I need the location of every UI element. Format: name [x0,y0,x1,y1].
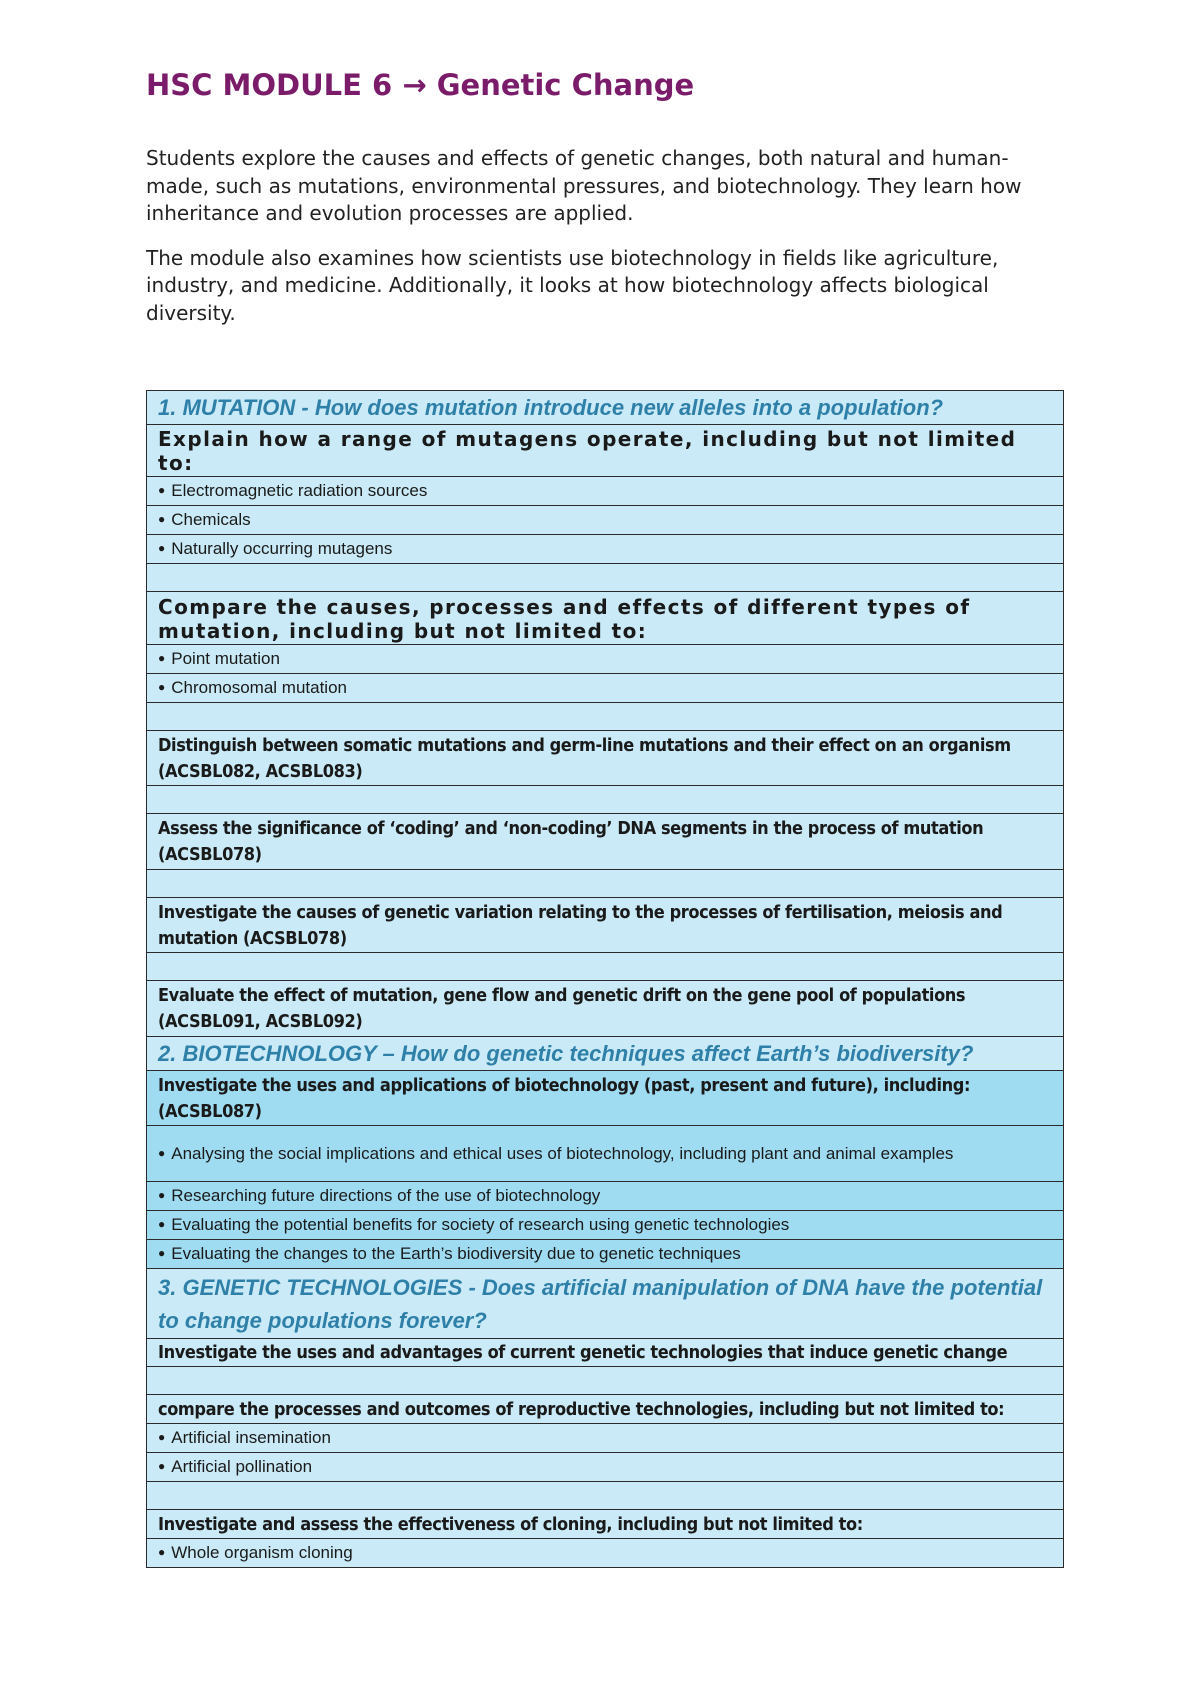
table-row [147,814,1064,870]
bullet-icon: ● [158,541,166,555]
table-row [147,425,1064,477]
section-heading-mutation: 1. MUTATION - How does mutation introduce new alleles into a population? [158,395,944,420]
table-row [147,1126,1064,1182]
section-heading-biotechnology: 2. BIOTECHNOLOGY – How do genetic techniques affect Earth’s biodiversity? [158,1041,974,1066]
list-item: ● Researching future directions of the use of biotechnology [158,1186,601,1205]
intro-paragraph: Students explore the causes and effects of genetic changes, both natural and human-made, such as mutations, environmental pressures, and biotechnology. They learn how inheritance and evolution processes are applied. [146,146,1022,225]
table-row [147,1539,1064,1568]
table-row [147,1269,1064,1339]
table-row [147,1037,1064,1071]
list-item: ● Chemicals [158,510,251,529]
table-row [147,981,1064,1037]
syllabus-table [146,390,1064,1568]
outcome-header: Investigate the uses and applications of biotechnology (past, present and future), including: (ACSBL087) [158,1074,971,1122]
table-row [147,645,1064,674]
outcome-point: Assess the significance of ‘coding’ and ‘non-coding’ DNA segments in the process of mutation (ACSBL078) [158,818,984,865]
table-row [147,1240,1064,1269]
bullet-icon: ● [158,680,166,694]
table-row [147,391,1064,425]
empty-row [147,703,1064,731]
list-item: ● Evaluating the changes to the Earth’s biodiversity due to genetic techniques [158,1244,741,1263]
list-item: ● Point mutation [158,649,280,668]
outcome-point: Investigate the uses and advantages of current genetic technologies that induce genetic change [158,1342,1008,1363]
bullet-icon: ● [158,1145,166,1160]
table-row [147,1510,1064,1539]
list-item: ● Analysing the social implications and ethical uses of biotechnology, including plant and animal examples [158,1143,954,1163]
outcome-header: Explain how a range of mutagens operate, including but not limited to: [158,427,1017,475]
list-item: ● Evaluating the potential benefits for society of research using genetic technologies [158,1215,790,1234]
empty-row [147,953,1064,981]
table-row [147,1071,1064,1126]
table-row [147,1211,1064,1240]
bullet-icon: ● [158,512,166,526]
empty-row [147,786,1064,814]
outcome-point: Evaluate the effect of mutation, gene flow and genetic drift on the gene pool of populations (ACSBL091, ACSBL092) [158,985,966,1032]
bullet-icon: ● [158,483,166,497]
intro-paragraph: The module also examines how scientists use biotechnology in fields like agriculture, industry, and medicine. Additionally, it looks at how biotechnology affects biological diversity. [146,245,999,325]
table-row [147,477,1064,506]
intro-text [146,145,1063,344]
outcome-header: Investigate and assess the effectiveness of cloning, including but not limited to: [158,1513,863,1535]
table-row [147,535,1064,564]
table-row [147,731,1064,786]
list-item: ● Naturally occurring mutagens [158,539,393,558]
page-title: HSC MODULE 6 → Genetic Change [146,68,695,102]
bullet-icon: ● [158,1246,166,1260]
bullet-icon: ● [158,651,166,665]
table-row [147,1453,1064,1482]
bullet-icon: ● [158,1545,166,1559]
table-row [147,1395,1064,1424]
empty-row [147,564,1064,592]
table-row [147,898,1064,953]
table-row [147,592,1064,645]
empty-row [147,870,1064,898]
outcome-header: Compare the causes, processes and effects of different types of mutation, including but not limited to: [158,594,971,643]
outcome-point: Distinguish between somatic mutations and germ-line mutations and their effect on an organism (ACSBL082, ACSBL083) [158,734,1011,782]
bullet-icon: ● [158,1430,166,1444]
table-row [147,674,1064,703]
bullet-icon: ● [158,1188,166,1202]
list-item: ● Artificial pollination [158,1457,313,1476]
table-row [147,1339,1064,1367]
table-row [147,1182,1064,1211]
list-item: ● Chromosomal mutation [158,678,347,697]
table-row [147,1424,1064,1453]
empty-row [147,1367,1064,1395]
table-row [147,506,1064,535]
list-item: ● Whole organism cloning [158,1543,353,1562]
bullet-icon: ● [158,1459,166,1473]
outcome-point: Investigate the causes of genetic variation relating to the processes of fertilisation, meiosis and mutation (ACSBL078) [158,901,1003,949]
outcome-header: compare the processes and outcomes of reproductive technologies, including but not limited to: [158,1398,1005,1420]
list-item: ● Artificial insemination [158,1428,331,1447]
empty-row [147,1482,1064,1510]
bullet-icon: ● [158,1217,166,1231]
section-heading-genetic-technologies: 3. GENETIC TECHNOLOGIES - Does artificial manipulation of DNA have the potential to change populations forever? [158,1275,1043,1333]
list-item: ● Electromagnetic radiation sources [158,481,428,500]
